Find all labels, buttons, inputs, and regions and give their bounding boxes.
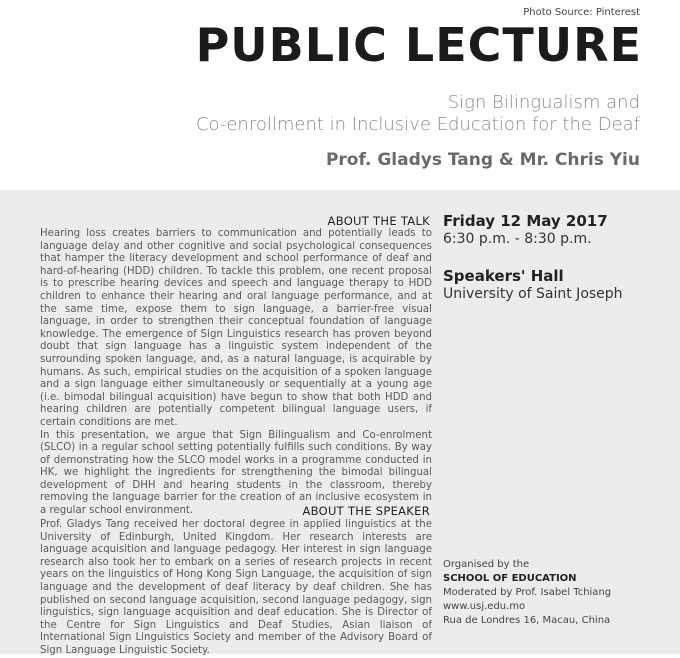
speaker-bio: Prof. Gladys Tang received her doctoral degree in applied linguistics at the University of Edinburgh, United Kingdom. Her research interests are language acquisition and language pedagogy. Her interest in sign language research also took her to embark on a series of research projects in recent years on the linguistics of Hong Kong Sign Language, the acquisition of sign language and the development of deaf literacy by deaf children. She has published on second language acquisition, second language pedagogy, sign linguistics, sign language acquisition and deaf education. She is Director of the Centre for Sign Linguistics and Deaf Studies, Asian liaison of International Sign Linguistics Society and member of the Advisory Board of Sign Language Linguistic Society. <box>40 519 432 656</box>
page-title: PUBLIC LECTURE <box>195 18 642 72</box>
about-talk-heading: ABOUT THE TALK <box>327 214 430 228</box>
photo-source: Photo Source: Pinterest <box>523 7 640 18</box>
address: Rua de Londres 16, Macau, China <box>443 615 611 626</box>
subtitle-line-2: Co-enrollment in Inclusive Education for the Deaf <box>195 114 640 135</box>
lecture-subtitle <box>196 92 640 136</box>
event-venue: Speakers' Hall <box>443 267 564 285</box>
website-link[interactable]: www.usj.edu.mo <box>443 601 526 612</box>
about-speaker-heading: ABOUT THE SPEAKER <box>302 504 430 518</box>
organised-by: Organised by the <box>443 559 530 570</box>
event-time: 6:30 p.m. - 8:30 p.m. <box>443 231 592 247</box>
event-date: Friday 12 May 2017 <box>443 212 608 230</box>
header-section <box>0 0 680 190</box>
about-talk-text <box>40 228 432 518</box>
subtitle-line-1: Sign Bilingualism and <box>447 92 640 113</box>
about-speaker-text <box>40 519 432 658</box>
talk-paragraph-2: In this presentation, we argue that Sign Bilingualism and Co-enrolment (SLCO) in a regular school setting potentially fulfills such conditions. By way of demonstrating how the SLCO model works in a programme conducted in HK, we highlight the ingredients for strengthening the bimodal bilingual development of DHH and hearing students in the classroom, thereby removing the language barrier for the creation of an inclusive ecosystem in a regular school environment. <box>40 429 432 517</box>
school-name: SCHOOL OF EDUCATION <box>443 573 577 584</box>
moderator: Moderated by Prof. Isabel Tchiang <box>443 587 612 598</box>
event-venue-org: University of Saint Joseph <box>443 286 623 302</box>
speakers-names: Prof. Gladys Tang & Mr. Chris Yiu <box>325 150 640 170</box>
talk-paragraph-1: Hearing loss creates barriers to communication and potentially leads to language delay and other cognitive and social psychological consequences that hamper the literacy development and school performance of deaf and hard-of-hearing (HDD) children. To tackle this problem, one recent proposal is to prescribe hearing devices and speech and language therapy to HDD children to enhance their hearing and oral language performance, and at the same time, expose them to sign language, a barrier-free visual language, in order to strengthen their conceptual foundation of language knowledge. The emergence of Sign Linguistics research has proven beyond doubt that sign language has a linguistic system independent of the surrounding spoken language, and, as a natural language, is acquirable by humans. As such, empirical studies on the acquisition of a spoken language and a sign language either simultaneously or sequentially at a young age (i.e. bimodal bilingual acquisition) have begun to show that both HDD and hearing children are potentially competent bilingual language users, if certain conditions are met. <box>40 228 432 428</box>
